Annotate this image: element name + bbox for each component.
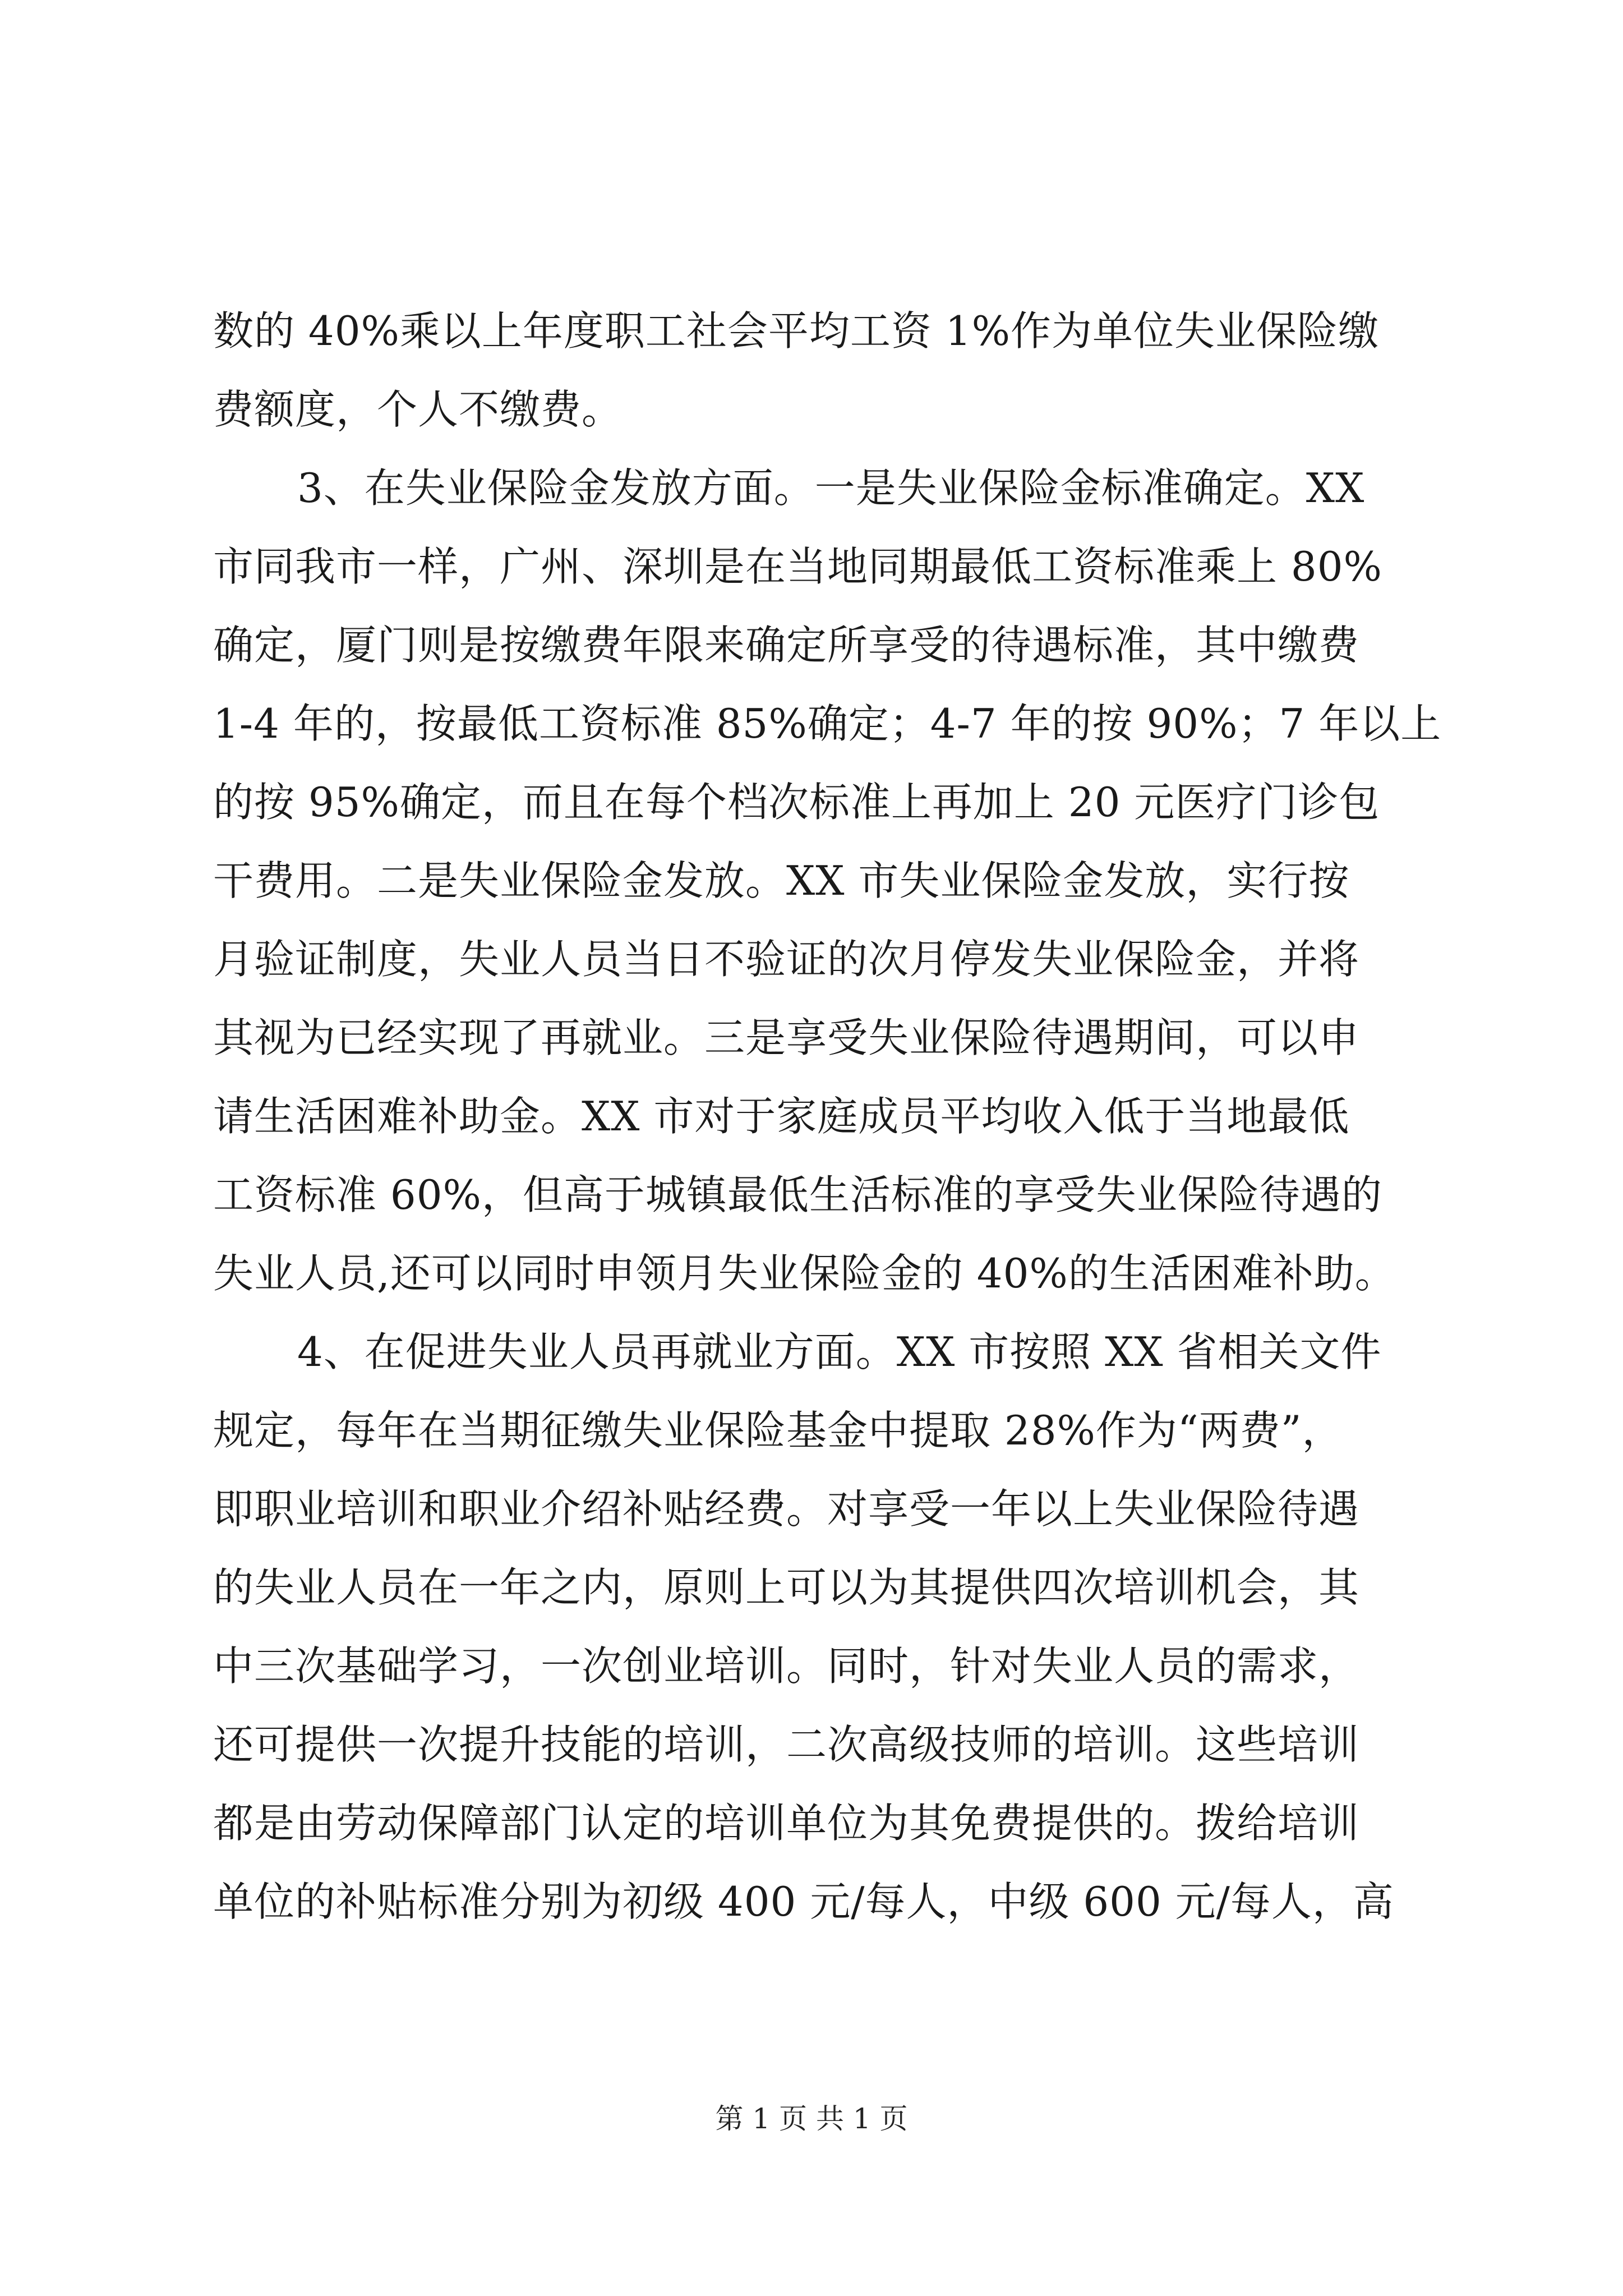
text-line-2: 费额度，个人不缴费。 [213, 386, 623, 433]
text-line-7: 的按 95%确定，而且在每个档次标准上再加上 20 元医疗门诊包 [213, 779, 1380, 826]
text-line-21: 单位的补贴标准分别为初级 400 元/每人，中级 600 元/每人，高 [213, 1878, 1394, 1925]
paragraph-3-start: 3、在失业保险金发放方面。一是失业保险金标准确定。XX [297, 464, 1365, 512]
text-line-1: 数的 40%乘以上年度职工社会平均工资 1%作为单位失业保险缴 [213, 307, 1380, 355]
text-line-9: 月验证制度，失业人员当日不验证的次月停发失业保险金，并将 [213, 936, 1360, 983]
text-line-11: 请生活困难补助金。XX 市对于家庭成员平均收入低于当地最低 [213, 1093, 1350, 1140]
text-line-4: 市同我市一样，广州、深圳是在当地同期最低工资标准乘上 80% [213, 543, 1382, 590]
text-line-15: 规定，每年在当期征缴失业保险基金中提取 28%作为“两费”， [213, 1407, 1343, 1454]
text-line-16: 即职业培训和职业介绍补贴经费。对享受一年以上失业保险待遇 [213, 1485, 1360, 1533]
text-line-10: 其视为已经实现了再就业。三是享受失业保险待遇期间，可以申 [213, 1014, 1360, 1061]
text-line-12: 工资标准 60%，但高于城镇最低生活标准的享受失业保险待遇的 [213, 1171, 1382, 1218]
page-number-footer: 第 1 页 共 1 页 [715, 2102, 908, 2135]
paragraph-4-start: 4、在促进失业人员再就业方面。XX 市按照 XX 省相关文件 [297, 1328, 1382, 1375]
text-line-20: 都是由劳动保障部门认定的培训单位为其免费提供的。拨给培训 [213, 1800, 1360, 1847]
text-line-13: 失业人员,还可以同时申领月失业保险金的 40%的生活困难补助。 [213, 1250, 1396, 1297]
text-line-19: 还可提供一次提升技能的培训，二次高级技师的培训。这些培训 [213, 1721, 1360, 1768]
text-line-18: 中三次基础学习，一次创业培训。同时，针对失业人员的需求， [213, 1642, 1360, 1690]
text-line-5: 确定，厦门则是按缴费年限来确定所享受的待遇标准，其中缴费 [213, 622, 1360, 669]
text-line-6: 1-4 年的，按最低工资标准 85%确定；4-7 年的按 90%；7 年以上 [213, 700, 1442, 747]
text-line-17: 的失业人员在一年之内，原则上可以为其提供四次培训机会，其 [213, 1564, 1360, 1611]
text-line-8: 干费用。二是失业保险金发放。XX 市失业保险金发放，实行按 [213, 857, 1350, 904]
